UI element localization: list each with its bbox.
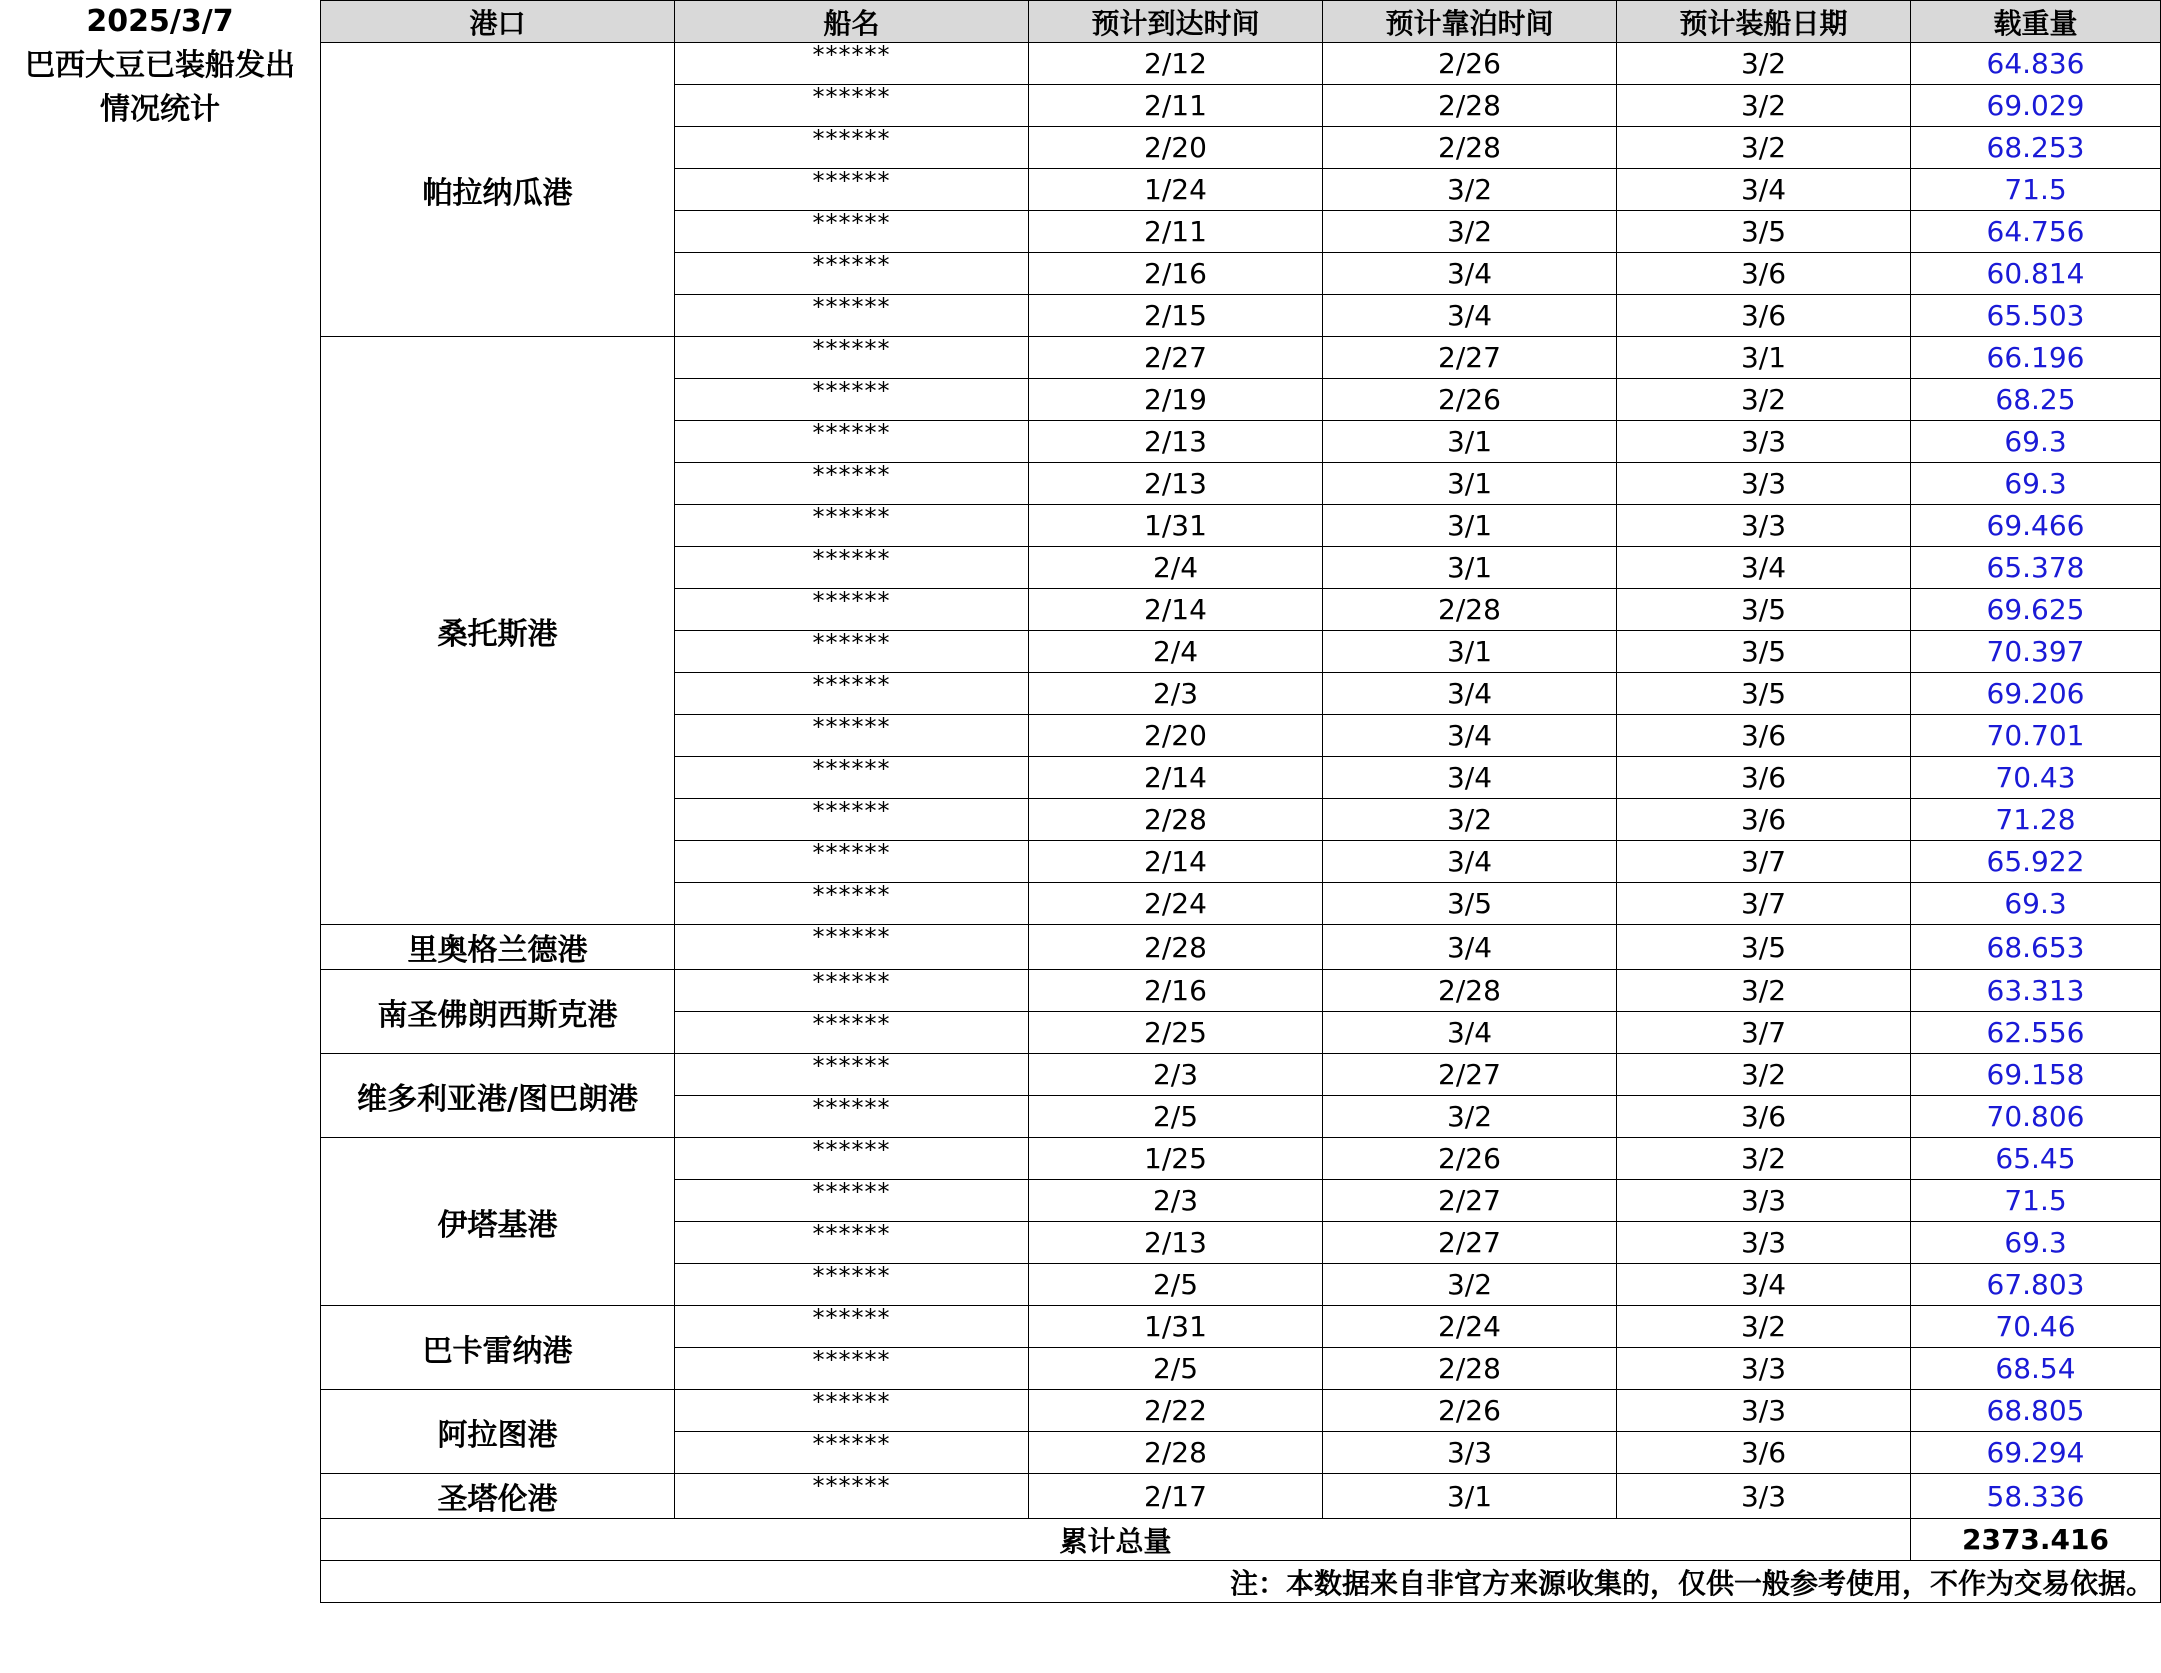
arrival-date-cell: 2/3 [1029, 673, 1323, 715]
ship-name-cell: ****** [675, 547, 1029, 589]
arrival-date-cell: 1/31 [1029, 505, 1323, 547]
berth-date-cell: 2/27 [1323, 1054, 1617, 1096]
arrival-date-cell: 2/4 [1029, 547, 1323, 589]
weight-cell: 68.805 [1911, 1390, 2161, 1432]
arrival-date-cell: 2/27 [1029, 337, 1323, 379]
ship-name-cell: ****** [675, 169, 1029, 211]
weight-cell: 69.158 [1911, 1054, 2161, 1096]
loading-date-cell: 3/6 [1617, 799, 1911, 841]
ship-name-cell: ****** [675, 1222, 1029, 1264]
berth-date-cell: 2/27 [1323, 337, 1617, 379]
weight-cell: 70.46 [1911, 1306, 2161, 1348]
ship-name-cell: ****** [675, 211, 1029, 253]
ship-name-cell: ****** [675, 253, 1029, 295]
weight-cell: 69.029 [1911, 85, 2161, 127]
loading-date-cell: 3/7 [1617, 1012, 1911, 1054]
weight-cell: 65.45 [1911, 1138, 2161, 1180]
loading-date-cell: 3/2 [1617, 43, 1911, 85]
arrival-date-cell: 2/19 [1029, 379, 1323, 421]
weight-cell: 69.466 [1911, 505, 2161, 547]
port-name-cell: 圣塔伦港 [321, 1474, 675, 1519]
loading-date-cell: 3/5 [1617, 211, 1911, 253]
ship-name-cell: ****** [675, 1264, 1029, 1306]
berth-date-cell: 3/2 [1323, 799, 1617, 841]
ship-name-cell: ****** [675, 715, 1029, 757]
weight-cell: 66.196 [1911, 337, 2161, 379]
ship-name-cell: ****** [675, 883, 1029, 925]
port-name-cell: 维多利亚港/图巴朗港 [321, 1054, 675, 1138]
loading-date-cell: 3/6 [1617, 1096, 1911, 1138]
berth-date-cell: 3/4 [1323, 253, 1617, 295]
berth-date-cell: 2/26 [1323, 1138, 1617, 1180]
ship-name-cell: ****** [675, 589, 1029, 631]
berth-date-cell: 2/26 [1323, 1390, 1617, 1432]
berth-date-cell: 3/4 [1323, 1012, 1617, 1054]
port-name-cell: 帕拉纳瓜港 [321, 43, 675, 337]
port-name-cell: 桑托斯港 [321, 337, 675, 925]
shipment-table [320, 0, 2161, 1603]
ship-name-cell: ****** [675, 379, 1029, 421]
berth-date-cell: 2/26 [1323, 379, 1617, 421]
arrival-date-cell: 2/3 [1029, 1180, 1323, 1222]
weight-cell: 69.206 [1911, 673, 2161, 715]
arrival-date-cell: 2/15 [1029, 295, 1323, 337]
ship-name-cell: ****** [675, 1138, 1029, 1180]
ship-name-cell: ****** [675, 1096, 1029, 1138]
berth-date-cell: 3/1 [1323, 505, 1617, 547]
loading-date-cell: 3/3 [1617, 505, 1911, 547]
ship-name-cell: ****** [675, 1432, 1029, 1474]
weight-cell: 68.54 [1911, 1348, 2161, 1390]
arrival-date-cell: 1/25 [1029, 1138, 1323, 1180]
berth-date-cell: 3/4 [1323, 715, 1617, 757]
table-row [321, 1390, 2161, 1432]
loading-date-cell: 3/5 [1617, 589, 1911, 631]
weight-cell: 68.25 [1911, 379, 2161, 421]
berth-date-cell: 2/28 [1323, 1348, 1617, 1390]
arrival-date-cell: 2/5 [1029, 1264, 1323, 1306]
berth-date-cell: 2/27 [1323, 1222, 1617, 1264]
ship-name-cell: ****** [675, 841, 1029, 883]
arrival-date-cell: 2/14 [1029, 841, 1323, 883]
header-row [321, 1, 2161, 43]
header-loading: 预计装船日期 [1617, 1, 1911, 43]
berth-date-cell: 3/2 [1323, 1264, 1617, 1306]
loading-date-cell: 3/3 [1617, 1474, 1911, 1519]
weight-cell: 70.701 [1911, 715, 2161, 757]
table-body [321, 43, 2161, 1519]
weight-cell: 69.3 [1911, 421, 2161, 463]
arrival-date-cell: 1/24 [1029, 169, 1323, 211]
loading-date-cell: 3/2 [1617, 127, 1911, 169]
arrival-date-cell: 2/16 [1029, 253, 1323, 295]
loading-date-cell: 3/6 [1617, 757, 1911, 799]
arrival-date-cell: 2/28 [1029, 799, 1323, 841]
weight-cell: 71.5 [1911, 1180, 2161, 1222]
arrival-date-cell: 1/31 [1029, 1306, 1323, 1348]
table-row [321, 1138, 2161, 1180]
loading-date-cell: 3/6 [1617, 253, 1911, 295]
header-ship-name: 船名 [675, 1, 1029, 43]
loading-date-cell: 3/3 [1617, 1180, 1911, 1222]
weight-cell: 65.922 [1911, 841, 2161, 883]
arrival-date-cell: 2/14 [1029, 589, 1323, 631]
berth-date-cell: 2/28 [1323, 85, 1617, 127]
ship-name-cell: ****** [675, 631, 1029, 673]
loading-date-cell: 3/2 [1617, 1054, 1911, 1096]
arrival-date-cell: 2/5 [1029, 1348, 1323, 1390]
arrival-date-cell: 2/13 [1029, 463, 1323, 505]
weight-cell: 60.814 [1911, 253, 2161, 295]
ship-name-cell: ****** [675, 673, 1029, 715]
table-row [321, 1474, 2161, 1519]
weight-cell: 69.3 [1911, 883, 2161, 925]
header-weight: 载重量 [1911, 1, 2161, 43]
loading-date-cell: 3/4 [1617, 169, 1911, 211]
loading-date-cell: 3/2 [1617, 1138, 1911, 1180]
loading-date-cell: 3/5 [1617, 631, 1911, 673]
berth-date-cell: 3/1 [1323, 463, 1617, 505]
loading-date-cell: 3/4 [1617, 547, 1911, 589]
table-row [321, 925, 2161, 970]
loading-date-cell: 3/2 [1617, 970, 1911, 1012]
berth-date-cell: 2/26 [1323, 43, 1617, 85]
weight-cell: 70.43 [1911, 757, 2161, 799]
ship-name-cell: ****** [675, 463, 1029, 505]
loading-date-cell: 3/1 [1617, 337, 1911, 379]
ship-name-cell: ****** [675, 421, 1029, 463]
loading-date-cell: 3/7 [1617, 841, 1911, 883]
weight-cell: 69.3 [1911, 463, 2161, 505]
loading-date-cell: 3/3 [1617, 463, 1911, 505]
berth-date-cell: 3/4 [1323, 295, 1617, 337]
arrival-date-cell: 2/25 [1029, 1012, 1323, 1054]
ship-name-cell: ****** [675, 925, 1029, 970]
arrival-date-cell: 2/17 [1029, 1474, 1323, 1519]
berth-date-cell: 2/28 [1323, 127, 1617, 169]
ship-name-cell: ****** [675, 799, 1029, 841]
total-row [321, 1519, 2161, 1561]
berth-date-cell: 2/27 [1323, 1180, 1617, 1222]
arrival-date-cell: 2/4 [1029, 631, 1323, 673]
ship-name-cell: ****** [675, 757, 1029, 799]
berth-date-cell: 2/28 [1323, 589, 1617, 631]
berth-date-cell: 3/1 [1323, 1474, 1617, 1519]
ship-name-cell: ****** [675, 1054, 1029, 1096]
arrival-date-cell: 2/14 [1029, 757, 1323, 799]
ship-name-cell: ****** [675, 505, 1029, 547]
berth-date-cell: 3/2 [1323, 1096, 1617, 1138]
loading-date-cell: 3/3 [1617, 1390, 1911, 1432]
arrival-date-cell: 2/12 [1029, 43, 1323, 85]
ship-name-cell: ****** [675, 295, 1029, 337]
report-title-line1: 巴西大豆已装船发出 [25, 48, 295, 83]
port-name-cell: 南圣佛朗西斯克港 [321, 970, 675, 1054]
berth-date-cell: 3/4 [1323, 925, 1617, 970]
weight-cell: 65.378 [1911, 547, 2161, 589]
weight-cell: 58.336 [1911, 1474, 2161, 1519]
weight-cell: 69.3 [1911, 1222, 2161, 1264]
ship-name-cell: ****** [675, 127, 1029, 169]
arrival-date-cell: 2/28 [1029, 925, 1323, 970]
header-berth: 预计靠泊时间 [1323, 1, 1617, 43]
report-title-block [0, 0, 320, 132]
loading-date-cell: 3/5 [1617, 925, 1911, 970]
arrival-date-cell: 2/22 [1029, 1390, 1323, 1432]
table-row [321, 1306, 2161, 1348]
berth-date-cell: 2/28 [1323, 970, 1617, 1012]
berth-date-cell: 3/5 [1323, 883, 1617, 925]
weight-cell: 62.556 [1911, 1012, 2161, 1054]
arrival-date-cell: 2/20 [1029, 715, 1323, 757]
weight-cell: 70.806 [1911, 1096, 2161, 1138]
note-row [321, 1561, 2161, 1603]
arrival-date-cell: 2/16 [1029, 970, 1323, 1012]
weight-cell: 71.28 [1911, 799, 2161, 841]
weight-cell: 69.294 [1911, 1432, 2161, 1474]
weight-cell: 70.397 [1911, 631, 2161, 673]
loading-date-cell: 3/6 [1617, 295, 1911, 337]
berth-date-cell: 3/1 [1323, 421, 1617, 463]
weight-cell: 68.653 [1911, 925, 2161, 970]
berth-date-cell: 3/1 [1323, 631, 1617, 673]
ship-name-cell: ****** [675, 43, 1029, 85]
weight-cell: 65.503 [1911, 295, 2161, 337]
loading-date-cell: 3/5 [1617, 673, 1911, 715]
berth-date-cell: 3/1 [1323, 547, 1617, 589]
arrival-date-cell: 2/5 [1029, 1096, 1323, 1138]
arrival-date-cell: 2/11 [1029, 85, 1323, 127]
weight-cell: 64.836 [1911, 43, 2161, 85]
header-arrival: 预计到达时间 [1029, 1, 1323, 43]
berth-date-cell: 3/3 [1323, 1432, 1617, 1474]
arrival-date-cell: 2/11 [1029, 211, 1323, 253]
report-date: 2025/3/7 [86, 4, 234, 39]
table-row [321, 43, 2161, 85]
berth-date-cell: 3/4 [1323, 841, 1617, 883]
loading-date-cell: 3/6 [1617, 715, 1911, 757]
loading-date-cell: 3/3 [1617, 1348, 1911, 1390]
ship-name-cell: ****** [675, 1474, 1029, 1519]
weight-cell: 69.625 [1911, 589, 2161, 631]
ship-name-cell: ****** [675, 1180, 1029, 1222]
report-title-line2: 情况统计 [100, 92, 220, 127]
total-label: 累计总量 [321, 1519, 1911, 1561]
loading-date-cell: 3/3 [1617, 1222, 1911, 1264]
header-port: 港口 [321, 1, 675, 43]
arrival-date-cell: 2/3 [1029, 1054, 1323, 1096]
ship-name-cell: ****** [675, 1012, 1029, 1054]
port-name-cell: 里奥格兰德港 [321, 925, 675, 970]
berth-date-cell: 3/2 [1323, 211, 1617, 253]
berth-date-cell: 3/4 [1323, 757, 1617, 799]
weight-cell: 63.313 [1911, 970, 2161, 1012]
loading-date-cell: 3/6 [1617, 1432, 1911, 1474]
table-row [321, 1054, 2161, 1096]
table-row [321, 337, 2161, 379]
loading-date-cell: 3/2 [1617, 379, 1911, 421]
loading-date-cell: 3/7 [1617, 883, 1911, 925]
weight-cell: 71.5 [1911, 169, 2161, 211]
arrival-date-cell: 2/24 [1029, 883, 1323, 925]
ship-name-cell: ****** [675, 337, 1029, 379]
ship-name-cell: ****** [675, 970, 1029, 1012]
loading-date-cell: 3/4 [1617, 1264, 1911, 1306]
port-name-cell: 阿拉图港 [321, 1390, 675, 1474]
arrival-date-cell: 2/28 [1029, 1432, 1323, 1474]
loading-date-cell: 3/2 [1617, 85, 1911, 127]
weight-cell: 67.803 [1911, 1264, 2161, 1306]
port-name-cell: 巴卡雷纳港 [321, 1306, 675, 1390]
berth-date-cell: 3/4 [1323, 673, 1617, 715]
ship-name-cell: ****** [675, 85, 1029, 127]
weight-cell: 68.253 [1911, 127, 2161, 169]
weight-cell: 64.756 [1911, 211, 2161, 253]
port-name-cell: 伊塔基港 [321, 1138, 675, 1306]
ship-name-cell: ****** [675, 1306, 1029, 1348]
arrival-date-cell: 2/20 [1029, 127, 1323, 169]
loading-date-cell: 3/3 [1617, 421, 1911, 463]
arrival-date-cell: 2/13 [1029, 1222, 1323, 1264]
ship-name-cell: ****** [675, 1390, 1029, 1432]
loading-date-cell: 3/2 [1617, 1306, 1911, 1348]
arrival-date-cell: 2/13 [1029, 421, 1323, 463]
ship-name-cell: ****** [675, 1348, 1029, 1390]
berth-date-cell: 3/2 [1323, 169, 1617, 211]
berth-date-cell: 2/24 [1323, 1306, 1617, 1348]
table-row [321, 970, 2161, 1012]
total-value: 2373.416 [1911, 1519, 2161, 1561]
disclaimer-note: 注：本数据来自非官方来源收集的，仅供一般参考使用，不作为交易依据。 [321, 1561, 2161, 1603]
